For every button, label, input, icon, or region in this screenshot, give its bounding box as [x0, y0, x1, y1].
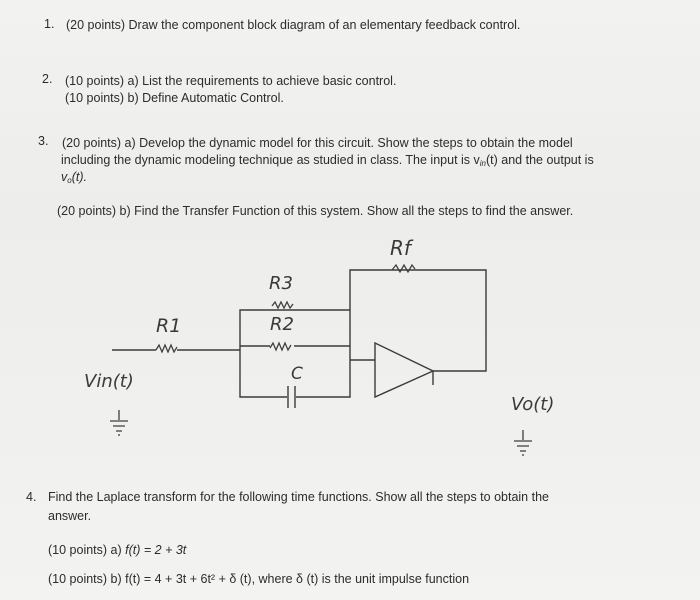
output-ground-icon: [514, 430, 532, 456]
feedback-wire: [350, 270, 486, 371]
vin-label: Vin(t): [84, 371, 134, 392]
r2-label: R2: [270, 314, 294, 335]
r3-branch-wire: [240, 310, 350, 346]
q2-number: 2.: [42, 72, 53, 86]
q2-part-a: (10 points) a) List the requirements to achieve basic control.: [65, 74, 397, 88]
q4-line2: answer.: [48, 509, 92, 523]
q3-number: 3.: [38, 134, 49, 148]
q4-part-a-expr: f(t) = 2 + 3t: [125, 543, 187, 557]
q3-line2-sub: in: [479, 159, 486, 168]
r3-resistor: [272, 302, 293, 308]
rf-resistor: [392, 265, 415, 272]
r3-label: R3: [269, 273, 293, 294]
q4-part-b: (10 points) b) f(t) = 4 + 3t + 6t² + δ (t), where δ (t) is the unit impulse function: [48, 572, 470, 586]
q3-line1: (20 points) a) Develop the dynamic model for this circuit. Show the steps to obtain the model: [62, 136, 573, 150]
q4-number: 4.: [26, 490, 37, 504]
q4-line1: Find the Laplace transform for the following time functions. Show all the steps to obtain the: [48, 490, 549, 504]
c-label: C: [291, 364, 303, 384]
q2-part-b: (10 points) b) Define Automatic Control.: [65, 91, 284, 105]
opamp-triangle: [375, 343, 433, 397]
r1-label: R1: [156, 315, 182, 337]
q3-line2-prefix: including the dynamic modeling technique as studied in class. The input is v: [61, 153, 480, 167]
q3-line3-rest: (t).: [71, 170, 87, 184]
q3-line3-var: v: [61, 170, 68, 184]
capacitor-symbol: [288, 386, 295, 408]
vo-label: Vo(t): [511, 394, 555, 415]
q3-line2-mid: (t) and the output is: [486, 153, 594, 167]
q3-part-b: (20 points) b) Find the Transfer Function of this system. Show all the steps to find the answer.: [57, 204, 574, 218]
q3-line3-sub: o: [67, 176, 72, 185]
q4-part-a-prefix: (10 points) a): [48, 543, 126, 557]
q4-part-a: [48, 543, 186, 558]
input-ground-icon: [110, 410, 128, 436]
q1-number: 1.: [44, 17, 55, 31]
r1-resistor: [156, 345, 177, 352]
q1-text: (20 points) Draw the component block diagram of an elementary feedback control.: [66, 18, 521, 32]
rf-label: Rf: [390, 236, 411, 260]
r2-resistor: [270, 343, 291, 350]
r2-branch-wire: [240, 328, 350, 346]
